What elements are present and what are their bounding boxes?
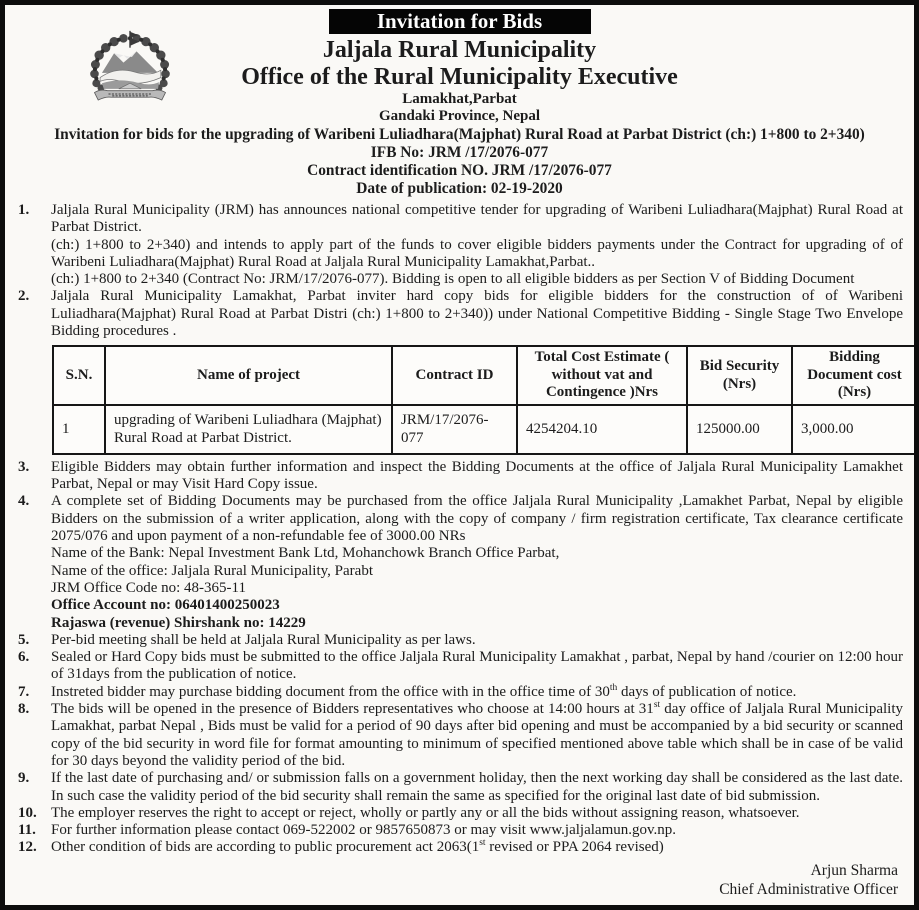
table-row xyxy=(53,405,917,454)
notice-item-paragraph: The bids will be opened in the presence of Bidders representatives who choose at 14:00 hours at 31st day office of Jaljala Rural Municipality Lamakhat, parbat Nepal , Bids must be valid for a period of 90 days after bid opening and must be accompanied by a bid security or scanned copy of the bid security in word file for format amounting to minimum of specified mentioned above table which shall be in case of be valid for 30 days beyond the validity period of the bid. xyxy=(51,700,904,769)
notice-item-number: 5. xyxy=(18,631,30,648)
ifb-number: IFB No: JRM /17/2076-077 xyxy=(370,144,549,161)
table-header-row xyxy=(53,346,917,405)
notice-item xyxy=(5,649,914,684)
notice-item-paragraph: Other condition of bids are according to public procurement act 2063(1st revised or PPA 2064 revised) xyxy=(51,838,664,856)
notice-item xyxy=(5,632,914,649)
table-cell: 3,000.00 xyxy=(792,405,917,454)
notice-item xyxy=(5,684,914,701)
notice-item-number: 8. xyxy=(18,701,30,718)
publication-date: Date of publication: 02-19-2020 xyxy=(356,180,563,197)
notice-item-paragraph: A complete set of Bidding Documents may be purchased from the office Jaljala Rural Municipality ,Lamakhet Parbat, Nepal by eligible Bidders on the submission of a writer application, along with the copy of company / firm registration certificate, Tax clearance certificate 2075/076 and upon payment of a non-refundable fee of 3000.00 NRs xyxy=(51,493,903,545)
notice-item-text xyxy=(51,805,903,822)
notice-item-paragraph: Rajaswa (revenue) Shirshank no: 14229 xyxy=(51,614,306,631)
notice-item-text xyxy=(51,632,903,649)
organization-name: Jaljala Rural Municipality xyxy=(322,37,597,63)
notice-item-paragraph: (ch:) 1+800 to 2+340 (Contract No: JRM/17/2076-077). Bidding is open to all eligible bidders as per Section V of Bidding Document xyxy=(51,271,855,288)
signatory-name: Arjun Sharma xyxy=(810,862,898,879)
notice-items-top xyxy=(5,202,914,340)
notice-item-text xyxy=(51,822,903,839)
notice-item xyxy=(5,770,914,805)
table-header-cell: Bidding Document cost (Nrs) xyxy=(792,346,917,405)
notice-item xyxy=(5,839,914,856)
office-name: Office of the Rural Municipality Executive xyxy=(241,64,678,90)
banner-title: Invitation for Bids xyxy=(329,9,591,34)
table-cell: 125000.00 xyxy=(687,405,792,454)
notice-item xyxy=(5,493,914,631)
notice-item-number: 12. xyxy=(18,839,37,856)
notice-item xyxy=(5,701,914,770)
notice-item-paragraph: Office Account no: 06401400250023 xyxy=(51,597,280,614)
notice-item-paragraph: Name of the office: Jaljala Rural Municipality, Parabt xyxy=(51,562,373,579)
notice-item-number: 3. xyxy=(18,458,30,475)
notice-item-number: 7. xyxy=(18,683,30,700)
project-table xyxy=(52,345,918,455)
table-cell: upgrading of Waribeni Luliadhara (Majphat) Rural Road at Parbat District. xyxy=(105,405,392,454)
table-body xyxy=(53,405,917,454)
notice-item-paragraph: (ch:) 1+800 to 2+340) and intends to apply part of the funds to cover eligible bidders payments under the Contract for upgrading of of Waribeni Luliadhara(Majphat) Rural Road at Jaljala Rural Municipality Lamakhat,Parbat.. xyxy=(51,236,903,270)
notice-item-paragraph: Jaljala Rural Municipality Lamakhat, Parbat inviter hard copy bids for eligible bidders for the construction of of Waribeni Luliadhara(Majphat) Rural Road at Parbat Distri (ch:) 1+800 to 2+340)) under National Competitive Bidding - Single Stage Two Envelope Bidding procedures . xyxy=(51,288,903,340)
notice-item-paragraph: JRM Office Code no: 48-365-11 xyxy=(51,579,246,596)
notice-item-text xyxy=(51,288,903,340)
notice-item-paragraph: Sealed or Hard Copy bids must be submitted to the office Jaljala Rural Municipality Lamakhat , parbat, Nepal by hand /courier on 12:00 hour of 31days from the publication of notice. xyxy=(51,649,903,683)
address-line2: Gandaki Province, Nepal xyxy=(379,108,540,124)
notice-item-text xyxy=(51,649,903,684)
notice-item-paragraph: For further information please contact 069-522002 or 9857650873 or may visit www.jaljalamun.gov.np. xyxy=(51,822,677,839)
notice-item-paragraph: The employer reserves the right to accept or reject, wholly or partly any or all the bids without assigning reason, whatsoever. xyxy=(51,804,800,821)
notice-item xyxy=(5,459,914,494)
notice-items-bottom xyxy=(5,459,914,857)
notice-item-paragraph: Eligible Bidders may obtain further information and inspect the Bidding Documents at the office of Jaljala Rural Municipality Lamakhet Parbat, Nepal or may Visit Hard Copy issue. xyxy=(51,458,903,493)
notice-item-text xyxy=(51,459,903,494)
contract-identification: Contract identification NO. JRM /17/2076-077 xyxy=(307,162,612,179)
notice-item-number: 11. xyxy=(18,822,36,839)
notice-item-number: 9. xyxy=(18,770,30,787)
table-header-cell: S.N. xyxy=(53,346,105,405)
notice-item xyxy=(5,805,914,822)
notice-item-text xyxy=(51,202,903,288)
notice-item-number: 10. xyxy=(18,804,37,821)
notice-item xyxy=(5,822,914,839)
table-header-cell: Contract ID xyxy=(392,346,517,405)
table-cell: 1 xyxy=(53,405,105,454)
notice-item xyxy=(5,288,914,340)
signature-block xyxy=(719,862,898,899)
nepal-coat-of-arms-icon xyxy=(83,29,177,115)
notice-item xyxy=(5,202,914,288)
address-line1: Lamakhat,Parbat xyxy=(402,91,517,107)
notice-item-number: 6. xyxy=(18,649,30,666)
notice-subject: Invitation for bids for the upgrading of Waribeni Luliadhara(Majphat) Rural Road at Parbat District (ch:) 1+800 to 2+340) xyxy=(54,126,865,143)
notice-item-paragraph: Per-bid meeting shall be held at Jaljala Rural Municipality as per laws. xyxy=(51,631,476,648)
notice-item-text xyxy=(51,701,903,770)
notice-item-paragraph: Jaljala Rural Municipality (JRM) has announces national competitive tender for upgrading of Waribeni Luliadhara(Majphat) Rural Road at Parbat District. xyxy=(51,202,903,236)
notice-item-paragraph: If the last date of purchasing and/ or submission falls on a government holiday, then the next working day shall be considered as the last date. In such case the validity period of the bid security shall remain the same as specified for the original last date of bid submission. xyxy=(51,770,903,804)
table-header-cell: Bid Security (Nrs) xyxy=(687,346,792,405)
table-cell: 4254204.10 xyxy=(517,405,687,454)
notice-item-paragraph: Name of the Bank: Nepal Investment Bank Ltd, Mohanchowk Branch Office Parbat, xyxy=(51,545,560,562)
notice-item-number: 4. xyxy=(18,493,30,510)
table-header-cell: Name of project xyxy=(105,346,392,405)
notice-item-text xyxy=(51,493,903,631)
notice-item-text xyxy=(51,770,903,805)
notice-item-text xyxy=(51,684,903,701)
notice-item-text xyxy=(51,839,903,856)
notice-item-paragraph: Instreted bidder may purchase bidding document from the office with in the office time of 30th days of publication of notice. xyxy=(51,682,797,700)
signatory-title: Chief Administrative Officer xyxy=(719,880,898,898)
notice-item-number: 1. xyxy=(18,202,30,218)
table-header-cell: Total Cost Estimate ( without vat and Contingence )Nrs xyxy=(517,346,687,405)
notice-item-number: 2. xyxy=(18,288,30,305)
table-cell: JRM/17/2076-077 xyxy=(392,405,517,454)
